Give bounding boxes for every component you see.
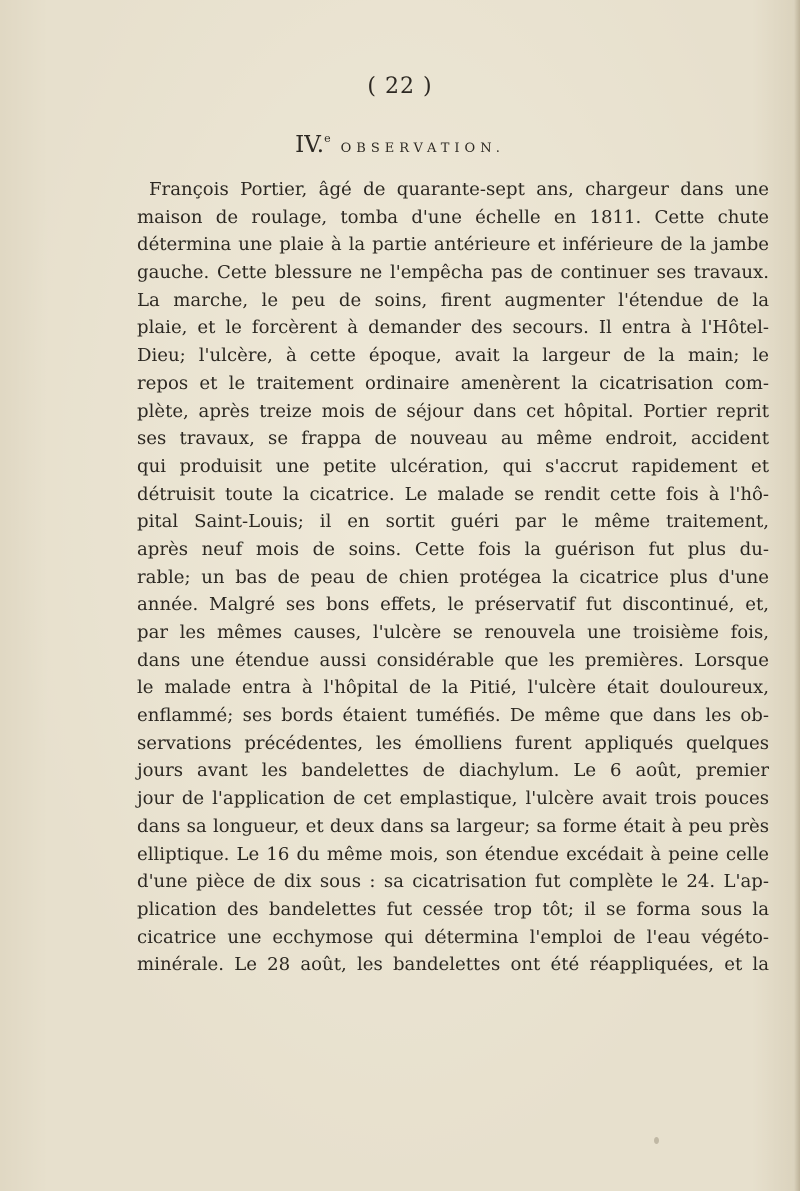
text-line: d'une pièce de dix sous : sa cicatrisation fut complète le 24. L'ap-	[137, 871, 769, 893]
text-line: plète, après treize mois de séjour dans cet hôpital. Portier reprit	[137, 400, 769, 422]
page-edge-shadow	[794, 0, 800, 1191]
text-line: minérale. Le 28 août, les bandelettes ont été réappliquées, et la	[137, 954, 769, 976]
text-line: le malade entra à l'hôpital de la Pitié, l'ulcère était douloureux,	[137, 677, 769, 699]
body-paragraph	[137, 176, 769, 979]
text-line: ses travaux, se frappa de nouveau au même endroit, accident	[137, 428, 769, 450]
text-line: repos et le traitement ordinaire amenèrent la cicatrisation com-	[137, 372, 769, 394]
text-line: année. Malgré ses bons effets, le préservatif fut discontinué, et,	[137, 594, 769, 616]
text-line: détermina une plaie à la partie antérieure et inférieure de la jambe	[137, 234, 769, 256]
observation-heading	[0, 132, 800, 158]
text-line: qui produisit une petite ulcération, qui s'accrut rapidement et	[137, 455, 769, 477]
text-line: François Portier, âgé de quarante-sept ans, chargeur dans une	[149, 179, 769, 200]
text-line: jour de l'application de cet emplastique, l'ulcère avait trois pouces	[137, 788, 769, 810]
text-line: par les mêmes causes, l'ulcère se renouvela une troisième fois,	[137, 622, 769, 643]
text-line: dans sa longueur, et deux dans sa largeur; sa forme était à peu près	[137, 815, 769, 837]
text-line: gauche. Cette blessure ne l'empêcha pas de continuer ses travaux.	[137, 262, 769, 284]
text-line: La marche, le peu de soins, firent augmenter l'étendue de la	[137, 289, 769, 311]
page-number: ( 22 )	[367, 74, 433, 99]
text-line: pital Saint-Louis; il en sortit guéri par le même traitement,	[137, 511, 769, 533]
text-line: détruisit toute la cicatrice. Le malade se rendit cette fois à l'hô-	[137, 483, 769, 505]
text-line: après neuf mois de soins. Cette fois la guérison fut plus du-	[137, 538, 769, 560]
text-line: elliptique. Le 16 du même mois, son étendue excédait à peine celle	[137, 843, 769, 865]
text-line: cicatrice une ecchymose qui détermina l'emploi de l'eau végéto-	[137, 926, 769, 948]
paper-spot	[654, 1137, 659, 1144]
text-line: maison de roulage, tomba d'une échelle en 1811. Cette chute	[137, 206, 769, 228]
text-line: Dieu; l'ulcère, à cette époque, avait la largeur de la main; le	[137, 345, 769, 367]
text-line: servations précédentes, les émolliens furent appliqués quelques	[137, 732, 769, 754]
text-line: jours avant les bandelettes de diachylum. Le 6 août, premier	[137, 760, 769, 782]
text-line: plaie, et le forcèrent à demander des secours. Il entra à l'Hôtel-	[137, 317, 769, 339]
text-line: dans une étendue aussi considérable que les premières. Lorsque	[137, 649, 769, 671]
text-line: rable; un bas de peau de chien protégea la cicatrice plus d'une	[137, 566, 769, 588]
text-line: enflammé; ses bords étaient tuméfiés. De même que dans les ob-	[137, 705, 769, 727]
heading-numeral: IV.	[295, 132, 325, 158]
text-line: plication des bandelettes fut cessée trop tôt; il se forma sous la	[137, 898, 769, 920]
heading-word: OBSERVATION.	[340, 141, 505, 156]
heading-superscript: e	[324, 131, 331, 145]
